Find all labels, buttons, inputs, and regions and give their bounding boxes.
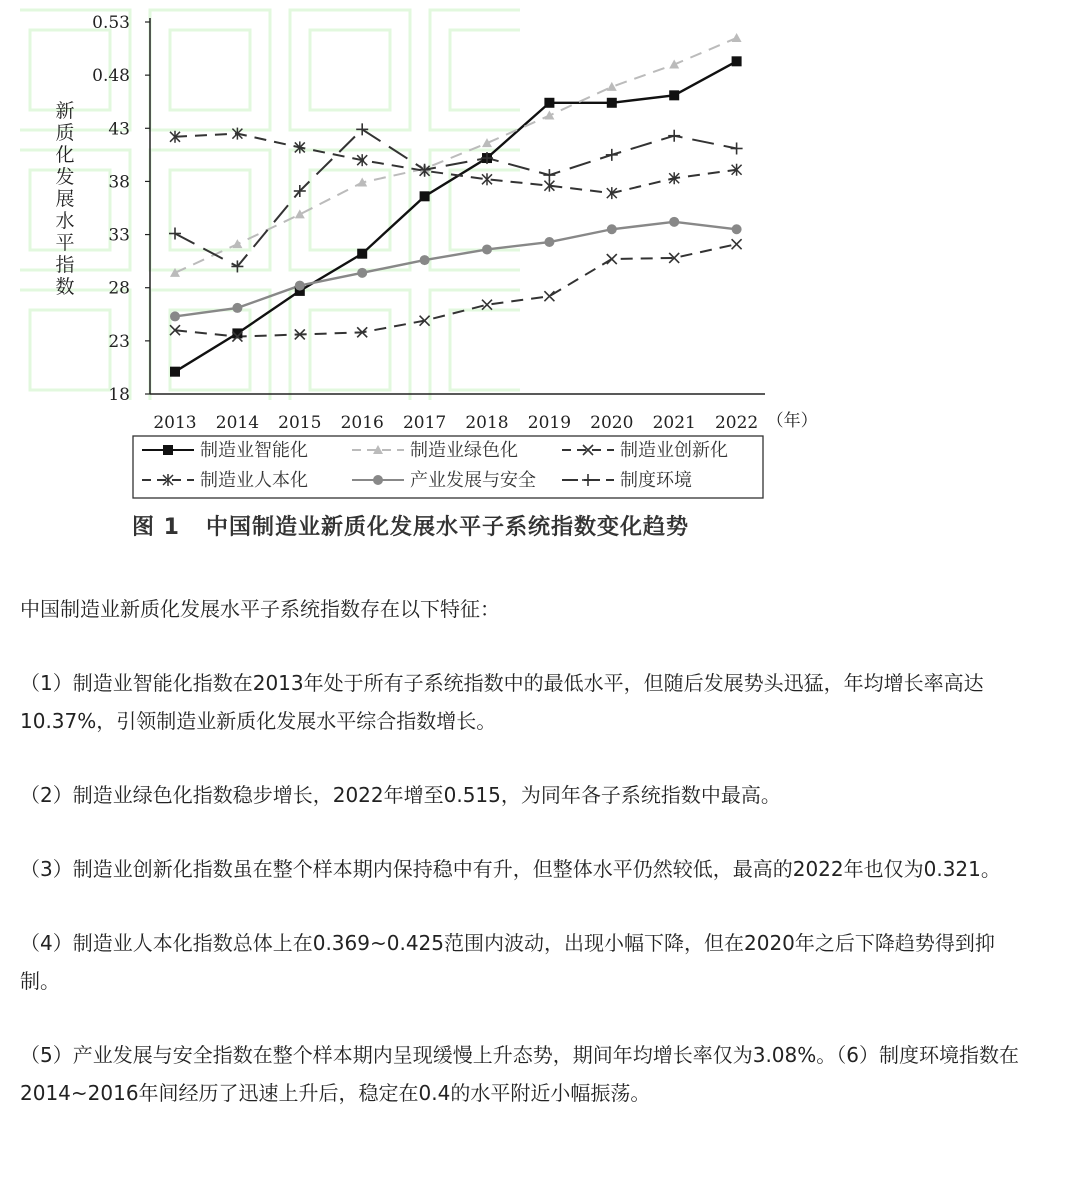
legend-label: 制度环境 (620, 470, 692, 491)
data-point (732, 56, 742, 66)
data-point (420, 191, 430, 201)
x-tick-label: 2016 (340, 413, 384, 433)
data-point (357, 268, 367, 278)
data-point (606, 149, 618, 161)
data-point (163, 445, 173, 455)
article-body (20, 590, 1030, 1148)
data-point (732, 33, 742, 42)
article-paragraph-5: （5）产业发展与安全指数在整个样本期内呈现缓慢上升态势，期间年均增长率仅为3.08%。（6）制度环境指数在2014~2016年间经历了迅速上升后，稳定在0.4的水平附近小幅振荡。 (20, 1043, 1019, 1105)
data-point (669, 217, 679, 227)
line-chart (0, 0, 1080, 560)
data-point (420, 255, 430, 265)
y-tick-label: 43 (108, 119, 130, 140)
data-point (732, 224, 742, 234)
chart-figure (0, 0, 1080, 560)
x-tick-label: 2019 (527, 413, 572, 433)
x-tick-label: 2022 (714, 413, 759, 433)
x-axis-label: （年） (766, 411, 818, 431)
x-tick-labels (153, 410, 817, 433)
data-point (544, 291, 554, 301)
data-point (668, 130, 680, 142)
data-point (482, 244, 492, 254)
figure-caption (132, 510, 689, 541)
data-point (232, 303, 242, 313)
data-point (170, 367, 180, 377)
chart-legend (133, 436, 763, 498)
article-paragraph-3: （3）制造业创新化指数虽在整个样本期内保持稳中有升，但整体水平仍然较低，最高的2022年也仅为0.321。 (20, 857, 1001, 881)
x-tick-label: 2020 (590, 413, 634, 433)
data-point (669, 90, 679, 100)
article-intro: 中国制造业新质化发展水平子系统指数存在以下特征： (20, 597, 500, 621)
y-tick-label: 0.48 (92, 66, 130, 87)
x-tick-label: 2021 (652, 413, 696, 433)
x-tick-label: 2013 (153, 413, 197, 433)
data-point (170, 311, 180, 321)
x-tick-label: 2018 (465, 413, 509, 433)
article-paragraph-4: （4）制造业人本化指数总体上在0.369~0.425范围内波动，出现小幅下降，但在2020年之后下降趋势得到抑制。 (20, 931, 995, 993)
y-axis-label: 新质化发展水平指数 (55, 100, 75, 298)
data-point (607, 82, 617, 91)
data-point (544, 98, 554, 108)
x-tick-label: 2017 (402, 413, 447, 433)
y-tick-label: 28 (108, 278, 130, 299)
y-tick-label: 23 (108, 331, 130, 352)
figure-title: 中国制造业新质化发展水平子系统指数变化趋势 (205, 515, 689, 540)
data-point (607, 98, 617, 108)
article-paragraph-2: （2）制造业绿色化指数稳步增长，2022年增至0.515，为同年各子系统指数中最高。 (20, 783, 781, 807)
article-paragraph-1: （1）制造业智能化指数在2013年处于所有子系统指数中的最低水平，但随后发展势头迅猛，年均增长率高达10.37%，引领制造业新质化发展水平综合指数增长。 (20, 671, 984, 733)
data-point (543, 169, 555, 181)
data-point (357, 249, 367, 259)
data-point (295, 281, 305, 291)
x-tick-label: 2015 (278, 413, 322, 433)
data-point (607, 224, 617, 234)
legend-label: 制造业智能化 (200, 440, 308, 461)
data-point (607, 254, 617, 264)
data-point (731, 142, 743, 154)
watermark-pattern (20, 0, 520, 400)
y-tick-label: 38 (108, 172, 130, 193)
data-point (544, 111, 554, 120)
y-tick-label: 0.53 (92, 13, 130, 33)
y-tick-label: 18 (108, 385, 130, 405)
legend-label: 产业发展与安全 (410, 470, 536, 491)
data-point (732, 239, 742, 249)
figure-number: 图 1 (132, 515, 180, 540)
y-tick-label: 33 (108, 225, 130, 246)
data-point (373, 475, 383, 485)
data-point (544, 237, 554, 247)
legend-label: 制造业绿色化 (410, 440, 518, 461)
x-tick-label: 2014 (215, 413, 260, 433)
legend-label: 制造业创新化 (620, 440, 728, 461)
legend-label: 制造业人本化 (200, 470, 308, 491)
